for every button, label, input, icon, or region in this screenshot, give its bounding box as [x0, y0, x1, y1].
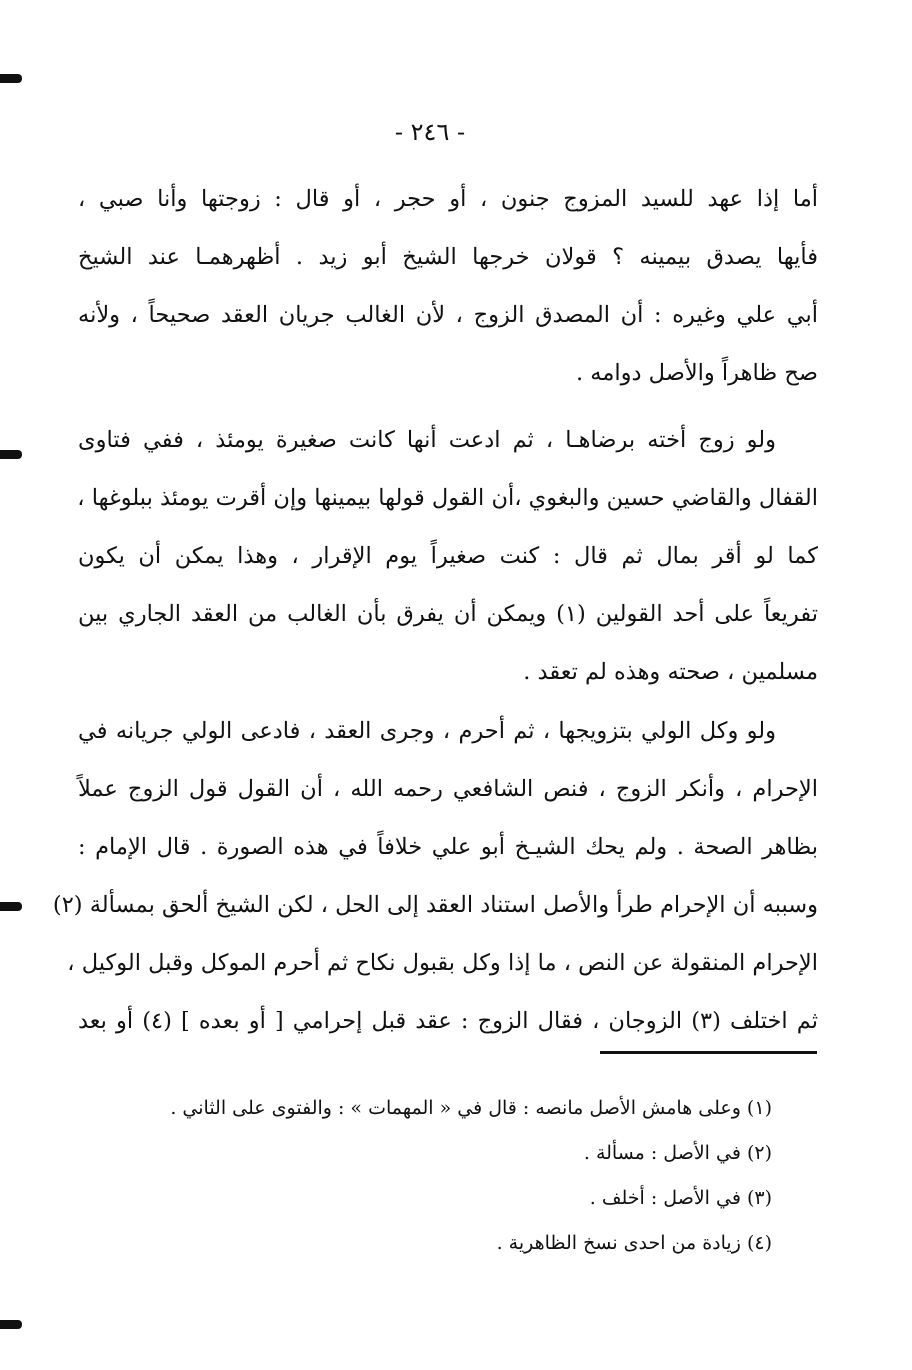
text-line: ولو وكل الولي بتزويجها ، ثم أحرم ، وجرى العقد ، فادعى الولي جريانه في	[78, 718, 776, 744]
text-line: ثم اختلف (٣) الزوجان ، فقال الزوج : عقد قبل إحرامي [ أو بعده ] (٤) أو بعد	[78, 1008, 818, 1034]
text-line: تفريعاً على أحد القولين (١) ويمكن أن يفرق بأن الغالب من العقد الجاري بين	[78, 601, 818, 627]
page-number: - ٢٤٦ -	[394, 118, 466, 146]
text-line: صح ظاهراً والأصل دوامه .	[575, 360, 818, 386]
text-line: الإحرام المنقولة عن النص ، ما إذا وكل بقبول نكاح ثم أحرم الموكل وقبل الوكيل ،	[67, 950, 818, 976]
scan-edge-mark	[0, 1320, 22, 1329]
footnote: (٣) في الأصل : أخلف .	[589, 1187, 772, 1209]
scan-edge-mark	[0, 902, 22, 911]
footnotes	[112, 1086, 772, 1266]
text-line: فأيها يصدق بيمينه ؟ قولان خرجها الشيخ أبو زيد . أظهرهمـا عند الشيخ	[78, 244, 818, 270]
text-line: أما إذا عهد للسيد المزوج جنون ، أو حجر ، أو قال : زوجتها وأنا صبي ،	[78, 186, 818, 212]
paragraph	[78, 411, 818, 701]
text-line: بظاهر الصحة . ولم يحك الشيـخ أبو علي خلافاً في هذه الصورة . قال الإمام :	[78, 834, 818, 860]
text-line: أبي علي وغيره : أن المصدق الزوج ، لأن الغالب جريان العقد صحيحاً ، ولأنه	[78, 302, 818, 328]
footnote-divider	[600, 1051, 817, 1054]
text-line: وسببه أن الإحرام طرأ والأصل استناد العقد إلى الحل ، لكن الشيخ ألحق بمسألة (٢)	[52, 892, 818, 918]
footnote: (١) وعلى هامش الأصل مانصه : قال في « المهمات » : والفتوى على الثاني .	[170, 1097, 772, 1119]
paragraph	[52, 702, 818, 1050]
scan-edge-mark	[0, 450, 22, 459]
text-line: كما لو أقر بمال ثم قال : كنت صغيراً يوم الإقرار ، وهذا يمكن أن يكون	[78, 543, 818, 569]
footnote: (٢) في الأصل : مسألة .	[583, 1142, 772, 1164]
text-line: ولو زوج أخته برضاهـا ، ثم ادعت أنها كانت صغيرة يومئذ ، ففي فتاوى	[78, 427, 776, 453]
text-line: القفال والقاضي حسين والبغوي ،أن القول قولها بيمينها وإن أقرت يومئذ ببلوغها ،	[77, 485, 818, 511]
scan-edge-mark	[0, 74, 22, 83]
text-line: مسلمين ، صحته وهذه لم تعقد .	[523, 659, 818, 685]
paragraph	[78, 170, 818, 402]
footnote: (٤) زيادة من احدى نسخ الظاهرية .	[496, 1232, 772, 1254]
text-line: الإحرام ، وأنكر الزوج ، فنص الشافعي رحمه الله ، أن القول قول الزوج عملاً	[78, 776, 818, 802]
